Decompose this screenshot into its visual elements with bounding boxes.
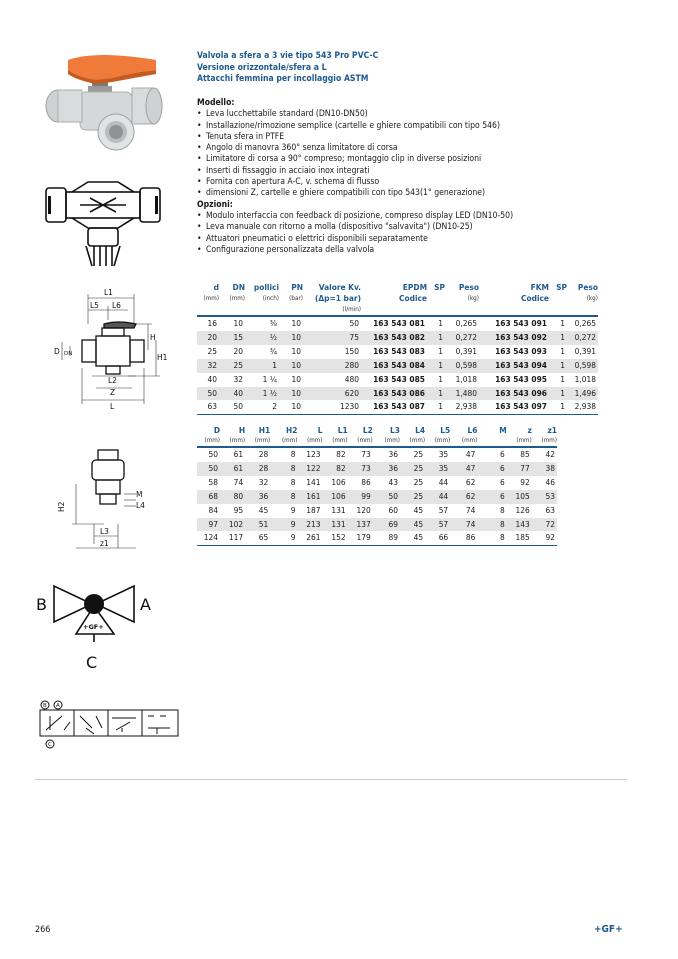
table-row — [197, 331, 598, 345]
table-cell: 163 543 081 — [361, 316, 427, 331]
col-header: L2 — [362, 425, 373, 435]
table-cell: 213 — [297, 518, 322, 532]
table-cell: 161 — [297, 490, 322, 504]
col-header: FKM — [530, 282, 549, 292]
col-header: M — [499, 425, 507, 435]
table-row — [197, 373, 598, 387]
table-cell: 141 — [306, 476, 321, 487]
table-header-row-2 — [197, 293, 598, 304]
col-header: Codice — [521, 293, 549, 303]
port-label-c: C — [86, 653, 98, 672]
table-cell: 0,265 — [567, 316, 598, 331]
flow-diagram — [34, 582, 164, 680]
opzioni-list — [197, 211, 513, 256]
list-item: • Fornita con apertura A-C, v. schema di flusso — [197, 177, 513, 188]
table-cell: 51 — [245, 518, 270, 532]
table-cell: 92 — [520, 476, 530, 487]
dim-label-l2: L2 — [108, 376, 117, 385]
table-cell: 36 — [245, 490, 270, 504]
col-unit: (bar) — [289, 295, 303, 302]
table-cell: 75 — [303, 331, 361, 345]
table-cell: 163 543 084 — [361, 359, 427, 373]
table-cell: 45 — [400, 518, 425, 532]
table-cell: 60 — [388, 504, 398, 515]
col-unit: (l/min) — [342, 306, 361, 313]
table-cell: 66 — [425, 531, 450, 545]
col-header: L5 — [440, 425, 451, 435]
table-cell: 620 — [303, 387, 361, 401]
col-unit: (mm) — [254, 437, 271, 444]
col-unit: (mm) — [332, 437, 348, 444]
table-cell: ⅜ — [245, 316, 279, 331]
table-row — [197, 531, 557, 545]
table-cell: 0,598 — [567, 359, 598, 373]
col-unit: (kg) — [467, 295, 479, 302]
col-unit: (mm) — [461, 437, 478, 444]
table-cell: 6 — [477, 490, 506, 504]
table-cell: 126 — [515, 504, 530, 515]
table-cell: 1 — [438, 373, 443, 384]
dim-label-h: H — [150, 333, 156, 342]
col-header: EPDM — [402, 282, 427, 292]
table-cell: 25 — [400, 490, 425, 504]
col-unit: (mm) — [229, 437, 246, 444]
table-cell: 10 — [219, 316, 245, 331]
table-cell: 163 543 085 — [373, 373, 425, 384]
table-cell: 1 — [560, 373, 565, 384]
table-cell: 25 — [207, 345, 217, 356]
col-header: PN — [291, 282, 303, 292]
table-cell: 44 — [438, 476, 449, 487]
opzioni-heading: Opzioni: — [197, 199, 233, 210]
table-cell: 74 — [450, 518, 477, 532]
col-unit: (mm) — [357, 437, 373, 444]
table-cell: 280 — [303, 359, 361, 373]
table-cell: 42 — [532, 447, 557, 462]
page-number: 266 — [35, 925, 51, 935]
col-header: H2 — [285, 425, 298, 435]
codes-table — [197, 282, 598, 415]
table-cell: 25 — [400, 447, 425, 462]
table-cell: 50 — [219, 400, 245, 414]
table-cell: 25 — [219, 359, 245, 373]
port-label-a: A — [140, 595, 151, 614]
table-cell: 72 — [532, 518, 557, 532]
table-cell: 50 — [303, 316, 361, 331]
table-cell: 1,018 — [455, 373, 477, 384]
table-cell: 8 — [270, 462, 297, 476]
col-header: SP — [434, 282, 445, 292]
table-cell: 2,938 — [445, 400, 479, 414]
dimensions-table — [197, 424, 557, 546]
col-unit — [477, 436, 506, 447]
table-cell: 80 — [220, 490, 245, 504]
table-cell: 50 — [373, 490, 400, 504]
col-unit: (mm) — [434, 437, 451, 444]
table-cell: 82 — [323, 447, 348, 462]
table-units-row — [197, 436, 557, 447]
table-cell: 1 — [427, 400, 445, 414]
col-header: Codice — [399, 293, 427, 303]
list-item: • Installazione/rimozione semplice (cartelle e ghiere compatibili con tipo 546) — [197, 121, 513, 132]
table-cell: 6 — [477, 462, 506, 476]
table-cell: 95 — [233, 504, 244, 515]
table-cell: 143 — [507, 518, 532, 532]
table-cell: 10 — [279, 387, 303, 401]
col-header: L — [317, 425, 323, 435]
table-cell: 8 — [477, 518, 506, 532]
table-cell: 1 — [427, 316, 445, 331]
table-cell: 10 — [279, 359, 303, 373]
table-cell: 124 — [197, 531, 220, 545]
table-cell: 28 — [245, 447, 270, 462]
title-line-1: Valvola a sfera a 3 vie tipo 543 Pro PVC-C — [197, 51, 379, 61]
table-cell: 1 — [549, 359, 567, 373]
col-header: d — [213, 282, 219, 292]
table-cell: 86 — [450, 531, 477, 545]
table-cell: 0,272 — [567, 331, 598, 345]
table-cell: 20 — [197, 331, 219, 345]
table-cell: 261 — [297, 531, 322, 545]
table-row — [197, 345, 598, 359]
dim-label-h2: H2 — [57, 501, 66, 512]
table-cell: 1 — [427, 387, 445, 401]
table-row — [197, 400, 598, 414]
table-row — [197, 518, 557, 532]
table-cell: 1 — [438, 345, 443, 356]
table-cell: 6 — [499, 476, 505, 487]
table-cell: 8 — [270, 447, 297, 462]
table-cell: 32 — [258, 476, 269, 487]
list-item: • Limitatore di corsa a 90° compreso; montaggio clip in diverse posizioni — [197, 154, 513, 165]
table-cell: 10 — [279, 400, 303, 414]
list-item: • Modulo interfaccia con feedback di posizione, compreso display LED (DN10-50) — [197, 211, 513, 222]
table-cell: 53 — [532, 490, 557, 504]
table-cell: 9 — [290, 504, 296, 515]
col-header: Peso — [577, 282, 598, 292]
table-cell: ½ — [245, 331, 279, 345]
table-cell: 8 — [477, 531, 506, 545]
list-item: • Leva manuale con ritorno a molla (dispositivo "salvavita") (DN10-25) — [197, 222, 513, 233]
table-cell: 1,480 — [445, 387, 479, 401]
table-cell: 102 — [220, 518, 245, 532]
table-cell: 163 543 082 — [361, 331, 427, 345]
col-unit: (mm) — [203, 295, 219, 302]
dim-label-z: Z — [110, 388, 116, 397]
valve-front-dimension-drawing — [56, 444, 156, 556]
table-cell: 40 — [207, 373, 217, 384]
table-cell: 16 — [197, 316, 219, 331]
table-cell: 6 — [477, 447, 506, 462]
dim-label-l4: L4 — [136, 501, 145, 510]
col-header: z1 — [547, 425, 557, 435]
col-unit: (mm) — [229, 295, 245, 302]
table-cell: 163 543 096 — [479, 387, 549, 401]
table-cell: 0,272 — [445, 331, 479, 345]
valve-top-view-drawing — [40, 178, 165, 270]
table-cell: 44 — [425, 490, 450, 504]
table-cell: 1 — [549, 316, 567, 331]
col-header: D — [213, 425, 221, 435]
schematic-label-c: C — [48, 742, 52, 748]
table-cell: 57 — [438, 504, 449, 515]
list-item: • Leva lucchettabile standard (DN10-DN50) — [197, 109, 513, 120]
table-row — [197, 316, 598, 331]
table-cell: 45 — [258, 504, 269, 515]
table-cell: 97 — [197, 518, 220, 532]
table-cell: 9 — [270, 531, 297, 545]
dim-label-l: L — [110, 402, 115, 411]
table-cell: 10 — [291, 373, 301, 384]
table-cell: 117 — [220, 531, 245, 545]
col-header: Valore Kv. — [318, 282, 361, 292]
table-cell: 57 — [425, 518, 450, 532]
table-cell: 73 — [348, 447, 373, 462]
table-cell: 163 543 097 — [479, 400, 549, 414]
title-line-2: Versione orizzontale/sfera a L — [197, 62, 327, 73]
col-unit: (mm) — [281, 437, 298, 444]
table-cell: 1 ½ — [245, 387, 279, 401]
table-cell: 8 — [290, 476, 296, 487]
table-cell: 163 543 092 — [479, 331, 549, 345]
table-cell: 185 — [507, 531, 532, 545]
table-cell: 36 — [373, 447, 400, 462]
table-cell: 25 — [400, 462, 425, 476]
table-cell: 89 — [373, 531, 400, 545]
table-cell: 120 — [356, 504, 371, 515]
title-line-3: Attacchi femmina per incollaggio ASTM — [197, 74, 369, 84]
list-item: • Attuatori pneumatici o elettrici disponibili separatamente — [197, 234, 513, 245]
table-row — [197, 447, 557, 462]
table-cell: 36 — [373, 462, 400, 476]
table-cell: 82 — [323, 462, 348, 476]
list-item: • Configurazione personalizzata della valvola — [197, 245, 513, 256]
table-cell: 163 543 087 — [361, 400, 427, 414]
footer-divider — [35, 779, 627, 780]
table-cell: 9 — [270, 518, 297, 532]
product-title — [197, 51, 378, 86]
table-cell: 0,598 — [445, 359, 479, 373]
dim-label-l6: L6 — [112, 301, 121, 310]
brand-logo: +GF+ — [594, 924, 623, 935]
table-cell: 77 — [507, 462, 532, 476]
modello-heading: Modello: — [197, 98, 235, 108]
table-cell: 69 — [373, 518, 400, 532]
table-cell: 480 — [344, 373, 359, 384]
col-unit: (kg) — [586, 295, 598, 302]
valve-product-image — [36, 48, 166, 158]
modello-list — [197, 109, 513, 199]
table-cell: 1,496 — [567, 387, 598, 401]
table-row — [197, 359, 598, 373]
dim-label-z1: z1 — [100, 539, 109, 548]
dim-label-l5: L5 — [90, 301, 99, 310]
table-cell: 32 — [197, 359, 219, 373]
table-cell: 2,938 — [567, 400, 598, 414]
dim-label-dn: DN — [64, 351, 73, 357]
table-cell: 10 — [279, 316, 303, 331]
col-header: L6 — [467, 425, 478, 435]
table-cell: 150 — [344, 345, 359, 356]
table-cell: 10 — [291, 345, 301, 356]
table-cell: 1 — [549, 331, 567, 345]
table-cell: 86 — [361, 476, 371, 487]
col-header: H1 — [258, 425, 271, 435]
table-cell: 163 543 093 — [495, 345, 547, 356]
table-cell: 179 — [348, 531, 373, 545]
schematic-label-b: B — [43, 703, 47, 709]
table-cell: 106 — [323, 490, 348, 504]
col-unit: (mm) — [516, 437, 532, 444]
gf-logo-small: +GF+ — [83, 623, 104, 631]
table-cell: 28 — [245, 462, 270, 476]
col-header: pollici — [253, 282, 279, 292]
table-cell: 0,391 — [455, 345, 477, 356]
table-cell: 43 — [388, 476, 398, 487]
table-cell: 65 — [245, 531, 270, 545]
table-cell: 84 — [208, 504, 219, 515]
valve-side-dimension-drawing — [36, 284, 168, 416]
col-unit: (inch) — [262, 295, 279, 302]
table-cell: 131 — [323, 518, 348, 532]
col-unit: (mm) — [204, 437, 221, 444]
table-cell: 0,391 — [574, 345, 596, 356]
table-cell: 1 — [560, 345, 565, 356]
table-cell: 137 — [348, 518, 373, 532]
table-cell: 92 — [532, 531, 557, 545]
table-cell: 1230 — [303, 400, 361, 414]
col-header: Peso — [458, 282, 479, 292]
table-cell: 50 — [197, 387, 219, 401]
table-cell: 73 — [348, 462, 373, 476]
table-cell: 1 — [549, 400, 567, 414]
table-cell: 123 — [297, 447, 322, 462]
table-cell: 47 — [450, 447, 477, 462]
table-cell: 1,018 — [574, 373, 596, 384]
table-header-row — [197, 282, 598, 293]
table-row — [197, 504, 557, 518]
table-cell: 85 — [507, 447, 532, 462]
list-item: • Tenuta sfera in PTFE — [197, 132, 513, 143]
table-cell: 40 — [219, 387, 245, 401]
table-cell: 163 543 086 — [361, 387, 427, 401]
table-cell: 1 — [549, 387, 567, 401]
table-cell: 45 — [413, 504, 424, 515]
table-cell: 163 543 091 — [479, 316, 549, 331]
dim-label-h1: H1 — [157, 353, 168, 362]
col-header: DN — [232, 282, 245, 292]
col-unit: (mm) — [409, 437, 426, 444]
table-cell: 35 — [425, 462, 450, 476]
col-header: L4 — [415, 425, 426, 435]
table-cell: 1 — [245, 359, 279, 373]
table-cell: 68 — [197, 490, 220, 504]
table-row — [197, 462, 557, 476]
table-row — [197, 387, 598, 401]
table-cell: 2 — [245, 400, 279, 414]
table-cell: 8 — [270, 490, 297, 504]
table-cell: 35 — [425, 447, 450, 462]
table-cell: 163 543 095 — [495, 373, 547, 384]
table-cell: 122 — [297, 462, 322, 476]
table-cell: ¾ — [269, 345, 277, 356]
table-cell: 8 — [499, 504, 505, 515]
table-cell: 105 — [507, 490, 532, 504]
table-cell: 99 — [348, 490, 373, 504]
port-label-b: B — [36, 595, 47, 614]
table-cell: 187 — [306, 504, 321, 515]
table-cell: 46 — [545, 476, 555, 487]
table-cell: 32 — [233, 373, 243, 384]
table-cell: 45 — [400, 531, 425, 545]
table-cell: 106 — [331, 476, 346, 487]
table-cell: 131 — [331, 504, 346, 515]
list-item: • Inserti di fissaggio in acciaio inox integrati — [197, 166, 513, 177]
list-item: • dimensioni Z, cartelle e ghiere compatibili con tipo 543(1° generazione) — [197, 188, 513, 199]
schematic-label-a: A — [56, 703, 60, 709]
col-header: H — [238, 425, 246, 435]
col-unit: (mm) — [541, 437, 557, 444]
table-row — [197, 490, 557, 504]
col-unit: (mm) — [307, 437, 323, 444]
table-cell: 1 ¼ — [262, 373, 277, 384]
features-section — [197, 98, 513, 256]
col-header: SP — [556, 282, 567, 292]
dim-label-l3: L3 — [100, 527, 109, 536]
table-cell: 63 — [545, 504, 555, 515]
table-cell: 0,265 — [445, 316, 479, 331]
table-header-row-3 — [197, 304, 598, 316]
list-item: • Angolo di manovra 360° senza limitatore di corsa — [197, 143, 513, 154]
table-cell: 50 — [197, 447, 220, 462]
table-cell: 58 — [208, 476, 219, 487]
table-cell: 47 — [450, 462, 477, 476]
valve-positions-schematic — [36, 698, 184, 752]
table-cell: 74 — [233, 476, 244, 487]
table-cell: 62 — [465, 476, 476, 487]
col-unit: (mm) — [384, 437, 400, 444]
table-cell: 152 — [323, 531, 348, 545]
table-cell: 10 — [279, 331, 303, 345]
table-cell: 61 — [220, 447, 245, 462]
table-cell: 163 543 083 — [373, 345, 425, 356]
table-cell: 1 — [427, 331, 445, 345]
table-cell: 38 — [532, 462, 557, 476]
table-cell: 15 — [219, 331, 245, 345]
table-cell: 25 — [413, 476, 424, 487]
dim-label-d: D — [54, 347, 60, 356]
table-cell: 62 — [450, 490, 477, 504]
dim-label-m: M — [136, 490, 143, 499]
table-row — [197, 476, 557, 490]
table-cell: 20 — [233, 345, 243, 356]
col-header: z — [527, 425, 532, 435]
table-cell: 74 — [465, 504, 476, 515]
col-header: (Δp=1 bar) — [314, 293, 361, 303]
table-cell: 1 — [427, 359, 445, 373]
dim-label-l1: L1 — [104, 288, 113, 297]
col-header: L1 — [337, 425, 348, 435]
table-cell: 50 — [197, 462, 220, 476]
table-cell: 61 — [220, 462, 245, 476]
table-cell: 163 543 094 — [479, 359, 549, 373]
table-header-row — [197, 424, 557, 436]
table-cell: 63 — [197, 400, 219, 414]
col-header: L3 — [390, 425, 400, 435]
